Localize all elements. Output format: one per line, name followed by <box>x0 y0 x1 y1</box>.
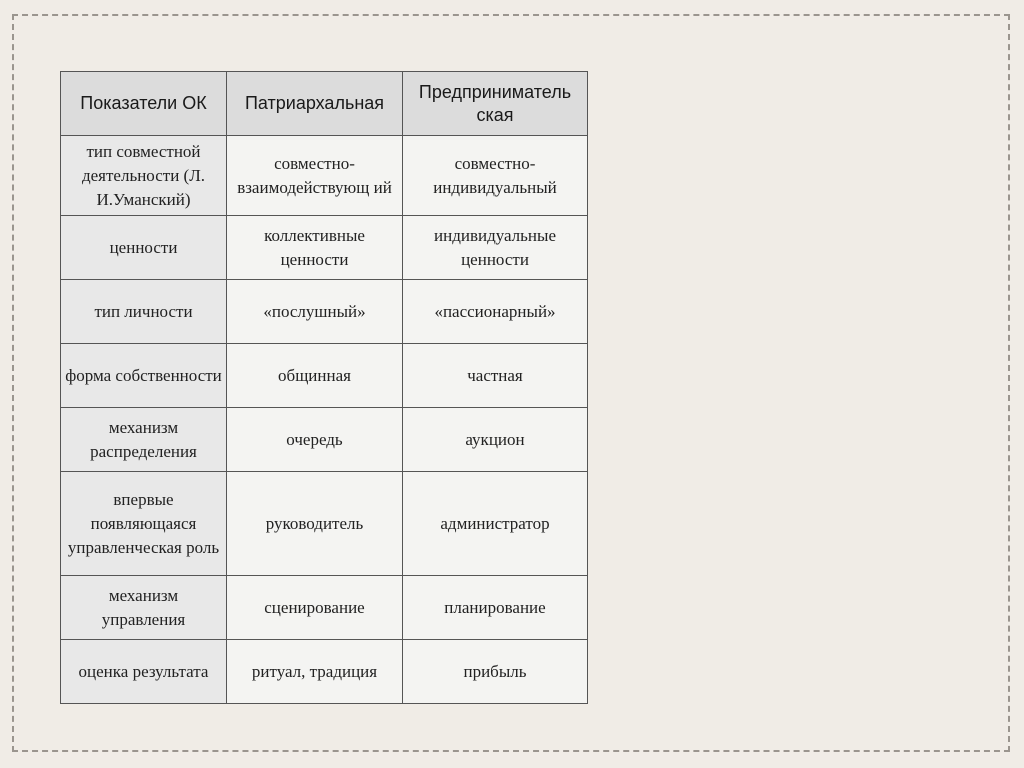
table-cell: ритуал, традиция <box>227 640 403 704</box>
row-label: форма собственности <box>61 344 227 408</box>
table-cell: частная <box>403 344 588 408</box>
table-cell: индивидуальные ценности <box>403 216 588 280</box>
row-label: механизм распределения <box>61 408 227 472</box>
row-label: оценка результата <box>61 640 227 704</box>
table-cell: аукцион <box>403 408 588 472</box>
table-row <box>61 640 588 704</box>
table-cell: совместно-взаимодействующ ий <box>227 136 403 216</box>
table-cell: планирование <box>403 576 588 640</box>
table-cell: «пассионарный» <box>403 280 588 344</box>
table-cell: общинная <box>227 344 403 408</box>
table-cell: совместно-индивидуальный <box>403 136 588 216</box>
table-cell: сценирование <box>227 576 403 640</box>
row-label: тип совместной деятельности (Л. И.Уманский) <box>61 136 227 216</box>
row-label: механизм управления <box>61 576 227 640</box>
row-label: тип личности <box>61 280 227 344</box>
comparison-table <box>60 71 588 704</box>
header-cell-entrepreneurial: Предприниматель ская <box>403 72 588 136</box>
row-label: впервые появляющаяся управленческая роль <box>61 472 227 576</box>
table-row <box>61 216 588 280</box>
table-cell: прибыль <box>403 640 588 704</box>
table-cell: очередь <box>227 408 403 472</box>
header-cell-patriarchal: Патриархальная <box>227 72 403 136</box>
table-row <box>61 136 588 216</box>
table-cell: коллективные ценности <box>227 216 403 280</box>
table-row <box>61 576 588 640</box>
table-cell: администратор <box>403 472 588 576</box>
table-row <box>61 344 588 408</box>
table-row <box>61 408 588 472</box>
table-row <box>61 472 588 576</box>
table-row <box>61 280 588 344</box>
table-cell: руководитель <box>227 472 403 576</box>
header-cell-indicators: Показатели ОК <box>61 72 227 136</box>
table-header-row <box>61 72 588 136</box>
row-label: ценности <box>61 216 227 280</box>
table-cell: «послушный» <box>227 280 403 344</box>
